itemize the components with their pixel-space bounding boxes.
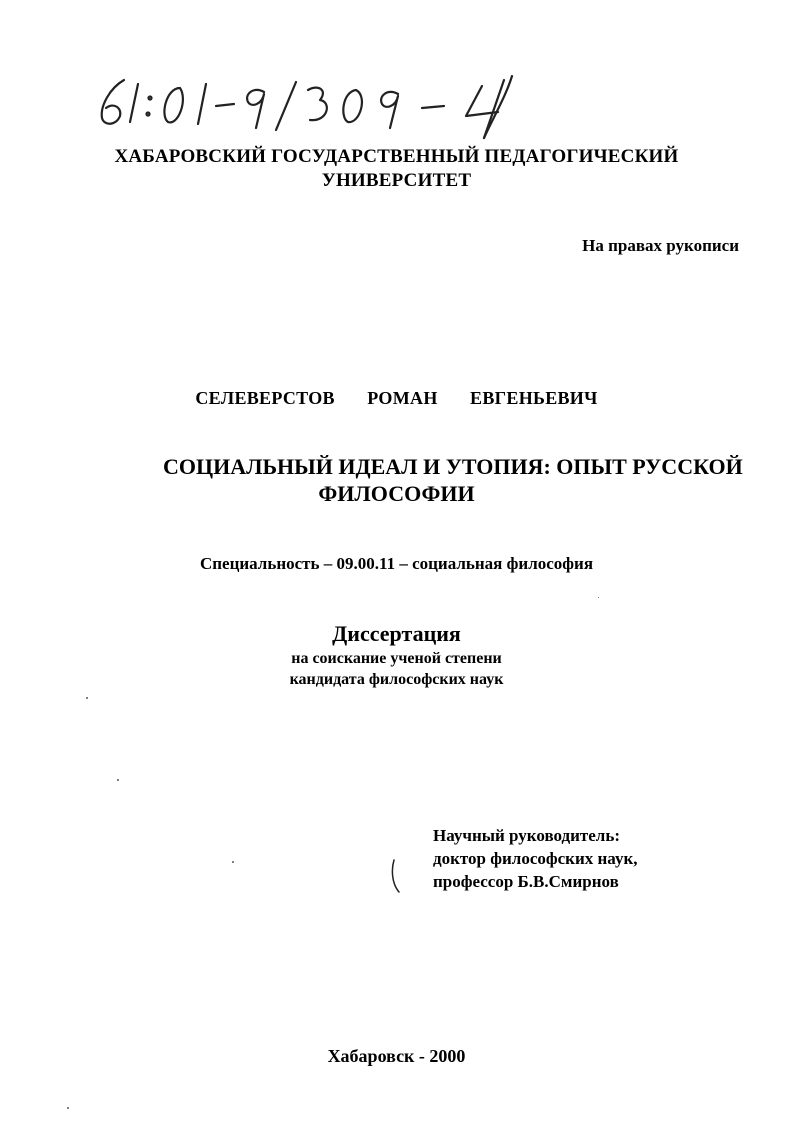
handwritten-archive-number [88,66,548,146]
supervisor-degree: доктор философских наук, [433,849,638,868]
specialty-line: Специальность – 09.00.11 – социальная философия [199,554,594,573]
scan-speck [232,861,234,863]
supervisor-label: Научный руководитель: [433,826,620,845]
scan-speck [86,697,88,699]
scan-speck [67,1107,69,1109]
scan-speck [598,597,599,598]
university-name-line-1: ХАБАРОВСКИЙ ГОСУДАРСТВЕННЫЙ ПЕДАГОГИЧЕСКИЙ [114,146,679,167]
university-name-line-2: УНИВЕРСИТЕТ [321,170,472,191]
degree-line-2: кандидата философских наук [289,671,504,688]
author-name: СЕЛЕВЕРСТОВ РОМАН ЕВГЕНЬЕВИЧ [195,388,598,408]
pen-mark-decoration [388,858,402,896]
scan-speck [117,779,119,781]
dissertation-title-line-1: СОЦИАЛЬНЫЙ ИДЕАЛ И УТОПИЯ: ОПЫТ РУССКОЙ [163,454,743,479]
supervisor-name: профессор Б.В.Смирнов [433,872,619,891]
city-year: Хабаровск - 2000 [327,1046,466,1066]
manuscript-rights-note: На правах рукописи [582,236,739,255]
degree-line-1: на соискание ученой степени [291,650,502,667]
dissertation-title-line-2: ФИЛОСОФИИ [318,481,475,506]
dissertation-heading: Диссертация [332,621,461,646]
